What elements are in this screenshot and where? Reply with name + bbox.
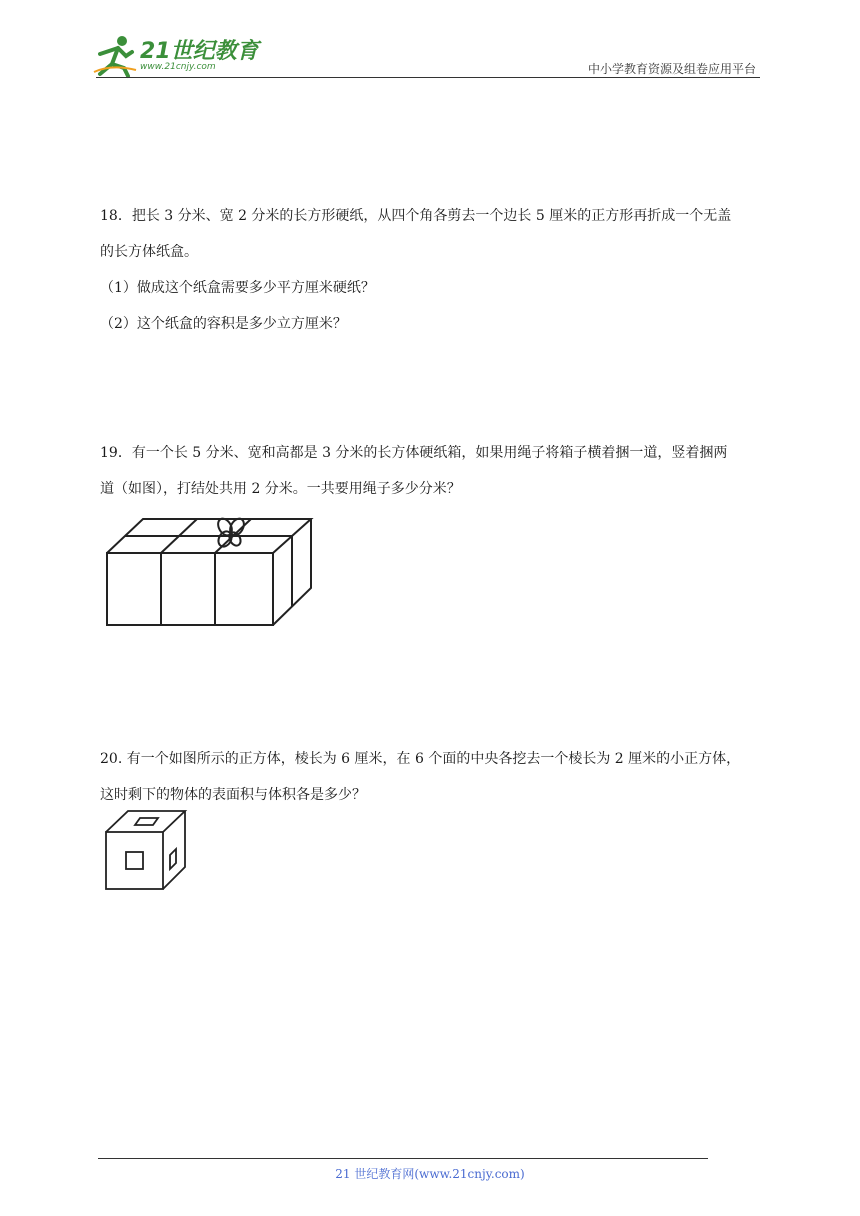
question-18-sub1: （1）做成这个纸盒需要多少平方厘米硬纸？ (100, 280, 375, 296)
site-logo[interactable] (92, 34, 267, 80)
question-19-line1: 19．有一个长 5 分米、宽和高都是 3 分米的长方体硬纸箱，如果用绳子将箱子横着捆一道，竖着捆两 (100, 445, 728, 461)
question-19 (100, 435, 765, 507)
logo-url: www.21cnjy.com (140, 62, 216, 72)
question-18-line2: 的长方体纸盒。 (100, 244, 198, 260)
hollowed-cube-figure (104, 808, 194, 893)
logo-text: 21世纪教育 (140, 39, 259, 64)
runner-logo-icon (92, 34, 138, 78)
question-18 (100, 198, 765, 342)
header-divider (96, 77, 760, 78)
footer-link[interactable]: 21 世纪教育网(www.21cnjy.com) (335, 1167, 525, 1181)
platform-tagline: 中小学教育资源及组卷应用平台 (587, 62, 756, 76)
question-18-line1: 18．把长 3 分米、宽 2 分米的长方形硬纸，从四个角各剪去一个边长 5 厘米的正方形再折成一个无盖 (100, 208, 732, 224)
question-18-sub2: （2）这个纸盒的容积是多少立方厘米？ (100, 316, 347, 332)
page-header (0, 0, 860, 90)
footer-divider (98, 1158, 708, 1159)
question-20-line2: 这时剩下的物体的表面积与体积各是多少？ (100, 787, 366, 803)
question-20-line1: 20. 有一个如图所示的正方体，棱长为 6 厘米，在 6 个面的中央各挖去一个棱长为 2 厘米的小正方体， (100, 751, 741, 767)
tied-box-figure (104, 514, 319, 629)
question-19-line2: 道（如图），打结处共用 2 分米。一共要用绳子多少分米？ (100, 481, 461, 497)
question-20 (100, 741, 765, 813)
